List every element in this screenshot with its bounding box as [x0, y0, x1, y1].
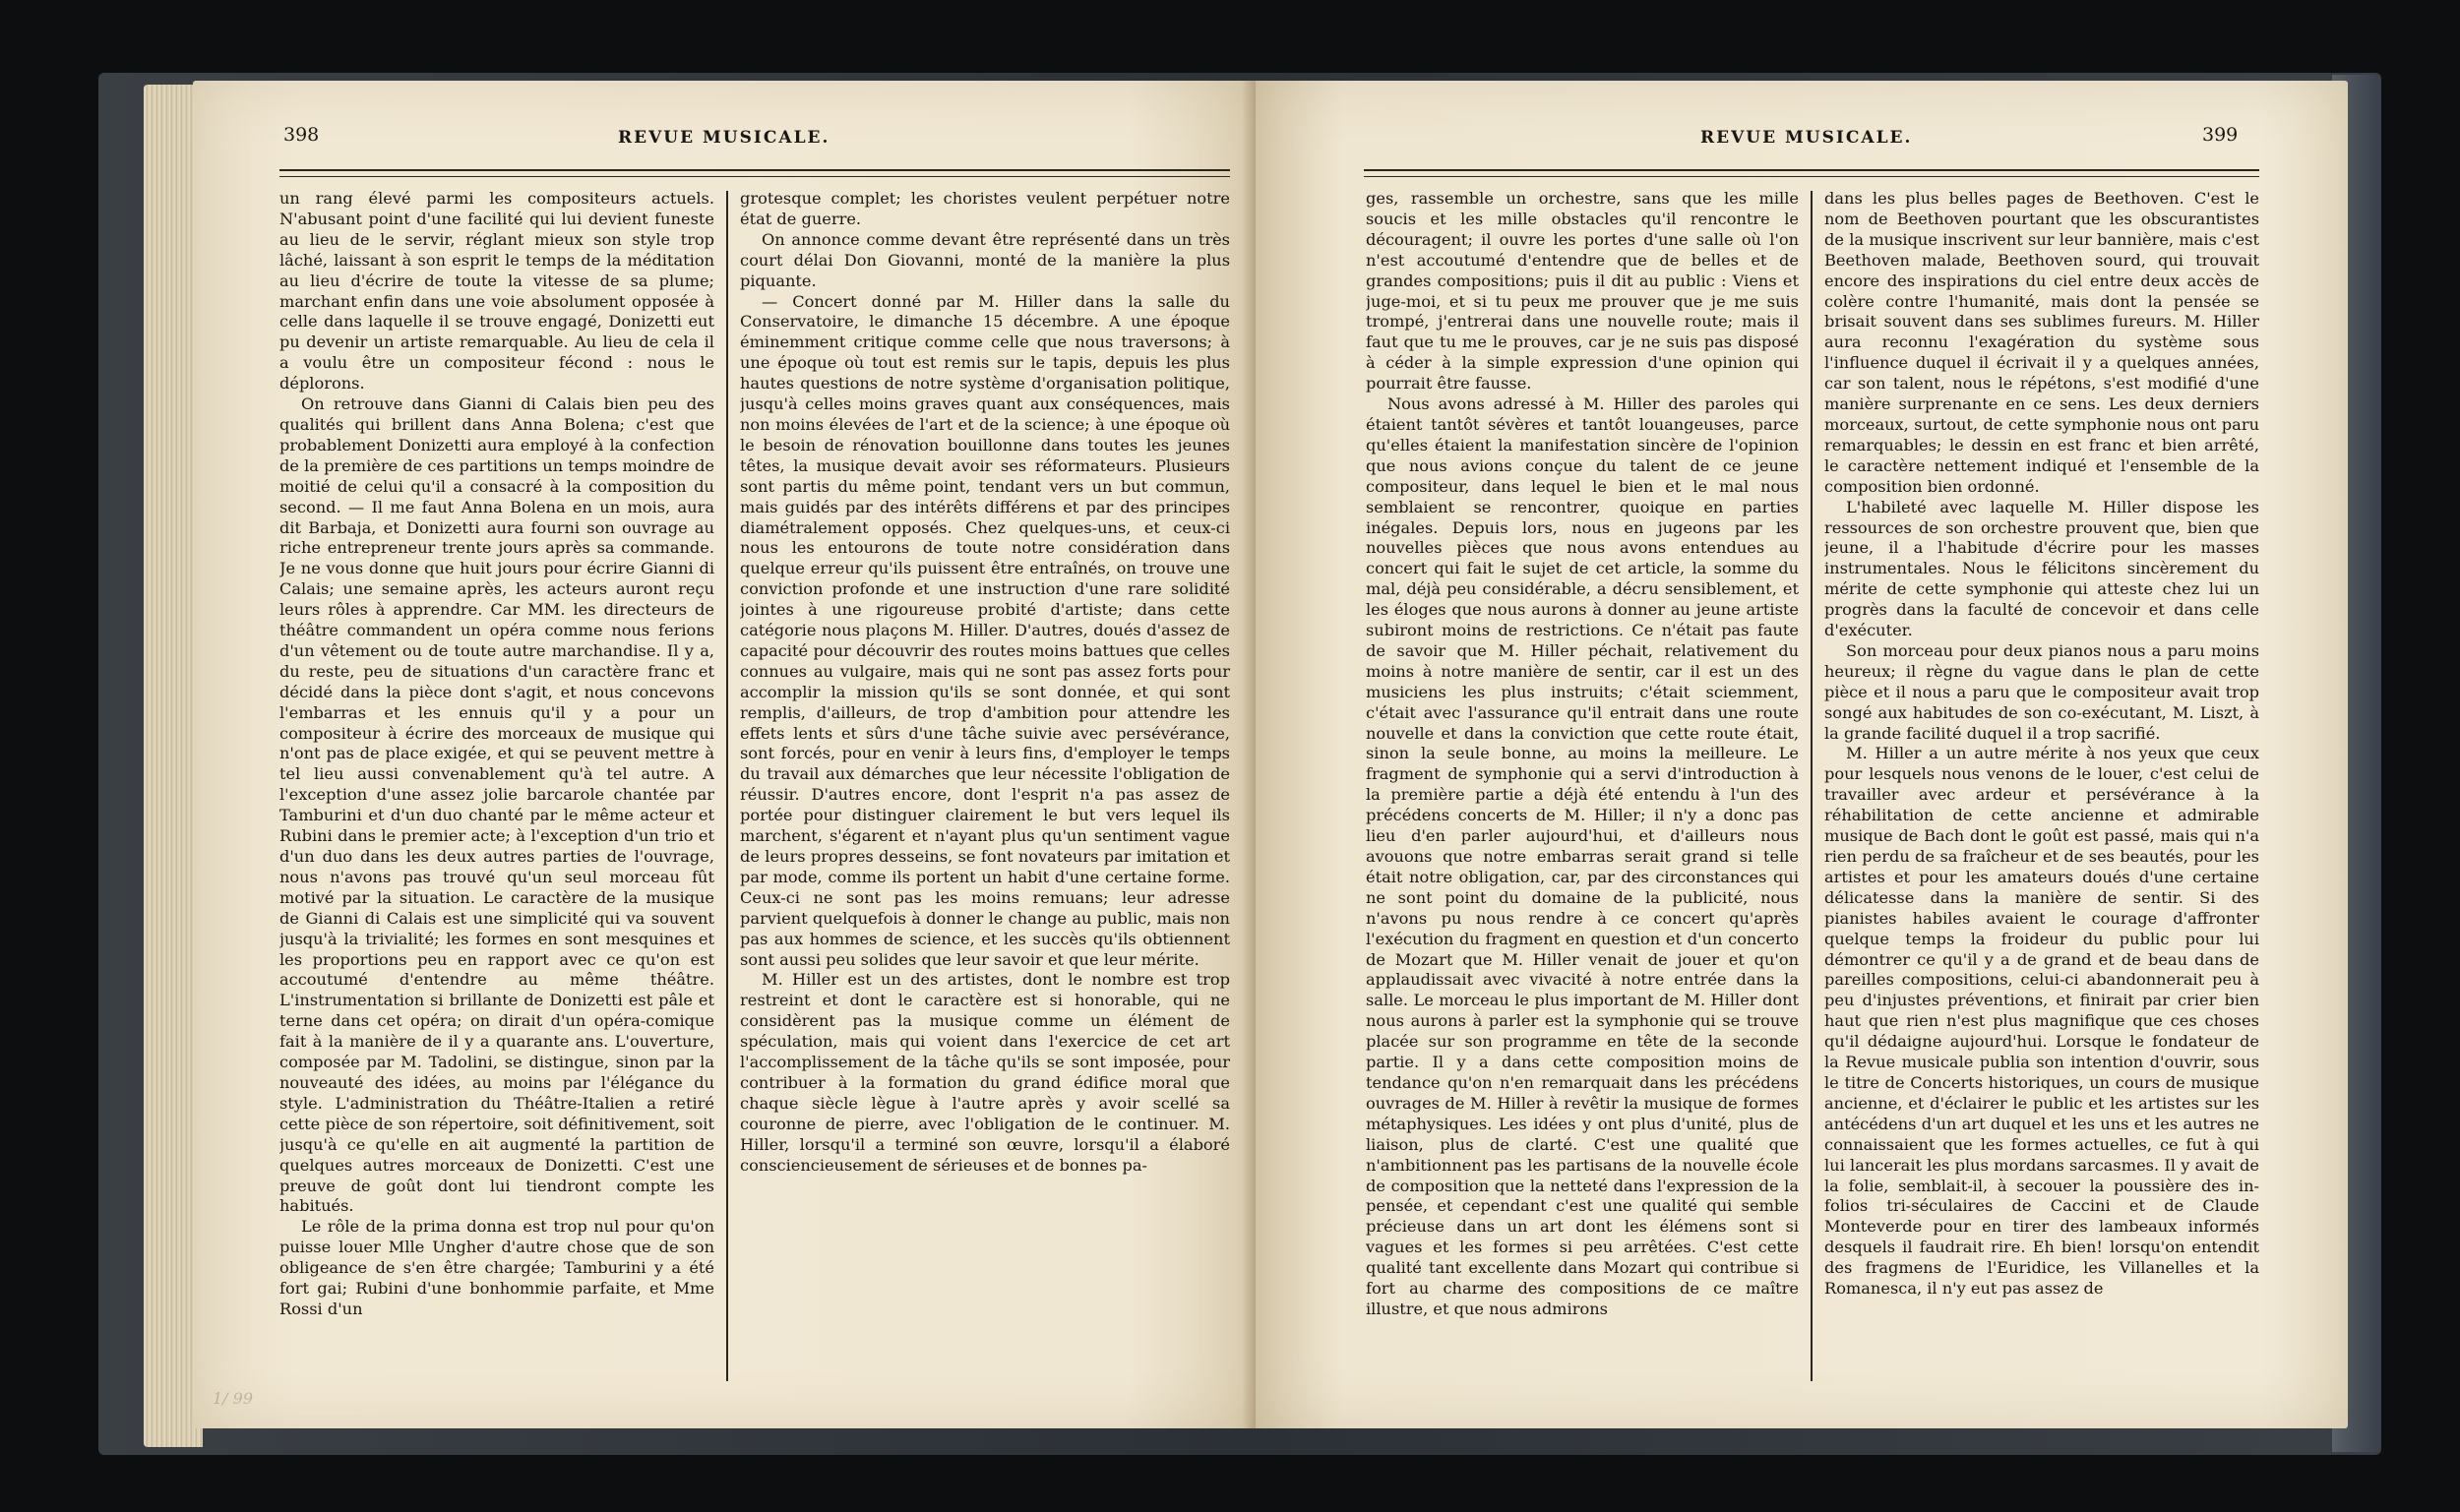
column-separator — [1811, 191, 1813, 1381]
paragraph: M. Hiller est un des artistes, dont le nombre est trop restreint et dont le caractère est si honorable, qui ne considèrent pas la musique comme un élément de spéculation, mais qui voient dans l'exercice de cet art l'accomplissement de la tâche qu'ils se sont imposée, pour contribuer à la formation du grand édifice moral que chaque siècle lègue à l'autre après y avoir scellé sa couronne de pierre, avec l'obligation de le continuer. M. Hiller, lorsqu'il a terminé son œuvre, lorsqu'il a élaboré consciencieusement de sérieuses et de bonnes pa- — [740, 970, 1230, 1175]
paragraph: dans les plus belles pages de Beethoven. C'est le nom de Beethoven pourtant que les obscurantistes de la musique inscrivent sur leur bannière, mais c'est Beethoven malade, Beethoven sourd, qui trouvait encore des inspirations du ciel entre deux accès de colère contre l'humanité, mais dont la pensée se brisait souvent dans ses sublimes fureurs. M. Hiller aura reconnu l'exagération du système sous l'influence duquel il écrivait il y a quelques années, car son talent, nous le répétons, s'est modifié d'une manière surprenante en ce sens. Les deux derniers morceaux, surtout, de cette symphonie nous ont paru remarquables; le dessin en est franc et bien arrêté, le caractère nettement indiqué et l'ensemble de la composition bien ordonné. — [1824, 189, 2259, 496]
paragraph: ges, rassemble un orchestre, sans que les mille soucis et les mille obstacles qu'il rencontre le découragent; il ouvre les portes d'une salle où l'on n'est accoutumé d'entendre que de belles et de grandes compositions; puis il dit au public : Viens et juge-moi, et si tu peux me prouver que je me suis trompé, j'entrerai dans une nouvelle route; mais il faut que tu me le prouves, car je ne suis pas disposé à céder à la simple expression d'une opinion qui pourrait être fausse. — [1366, 189, 1799, 393]
left-page-column-2 — [740, 189, 1230, 1399]
header-rule — [1364, 169, 2259, 177]
left-page — [193, 81, 1256, 1428]
page-number: 399 — [2202, 124, 2239, 146]
header-rule — [279, 169, 1230, 177]
paragraph: On retrouve dans Gianni di Calais bien peu des qualités qui brillent dans Anna Bolena; c'est que probablement Donizetti aura employé à la confection de la première de ces partitions un temps moindre de moitié de celui qu'il a consacré à la composition du second. — Il me faut Anna Bolena en un mois, aura dit Barbaja, et Donizetti aura fourni son ouvrage au riche entrepreneur trente jours après sa commande. Je ne vous donne que huit jours pour écrire Gianni di Calais; une semaine après, les acteurs auront reçu leurs rôles à apprendre. Car MM. les directeurs de théâtre commandent un opéra comme nous ferions d'un vêtement ou de toute autre marchandise. Il y a, du reste, peu de situations d'un caractère franc et décidé dans la pièce dont s'agit, et nous concevons l'embarras et les ennuis qu'il y a pour un compositeur à écrire des morceaux de musique qui n'ont pas de place exigée, et qui se peuvent mettre à tel lieu aussi convenablement qu'à tel autre. A l'exception d'une assez jolie barcarole chantée par Tamburini et d'un duo chanté par le même acteur et Rubini dans le premier acte; à l'exception d'un trio et d'un duo dans les deux autres parties de l'ouvrage, nous n'avons pas trouvé qu'un seul morceau fût motivé par la situation. Le caractère de la musique de Gianni di Calais est une simplicité qui va souvent jusqu'à la trivialité; les formes en sont mesquines et les proportions peu en rapport avec ce qu'on est accoutumé d'entendre au même théâtre. L'instrumentation si brillante de Donizetti est pâle et terne dans cet opéra; on dirait d'un opéra-comique fait à la manière de il y a quarante ans. L'ouverture, composée par M. Tadolini, se distingue, sinon par la nouveauté des idées, au moins par l'élégance du style. L'administration du Théâtre-Italien a retiré cette pièce de son répertoire, soit définitivement, soit jusqu'à ce qu'elle en ait augmenté la partition de quelques autres morceaux de Donizetti. C'est une preuve de goût dont lui tiendront compte les habitués. — [279, 394, 714, 1216]
right-page — [1256, 81, 2348, 1428]
paragraph: grotesque complet; les choristes veulent perpétuer notre état de guerre. — [740, 189, 1230, 228]
left-page-column-1 — [279, 189, 714, 1399]
paragraph: L'habileté avec laquelle M. Hiller dispose les ressources de son orchestre prouvent que, bien que jeune, il a l'habitude d'écrire pour les masses instrumentales. Nous le félicitons sincèrement du mérite de cette symphonie qui atteste chez lui un progrès dans la faculté de concevoir et dans celle d'exécuter. — [1824, 497, 2259, 640]
paragraph: — Concert donné par M. Hiller dans la salle du Conservatoire, le dimanche 15 décembre. A une époque éminemment critique comme celle que nous traversons; à une époque où tout est remis sur le tapis, depuis les plus hautes questions de notre système d'organisation politique, jusqu'à celles moins graves quant aux conséquences, mais non moins élevées de l'art et de la science; à une époque où le besoin de rénovation bouillonne dans toutes les jeunes têtes, la musique devait avoir ses réformateurs. Plusieurs sont partis du même point, tendant vers un but commun, mais guidés par des intérêts différens et par des principes diamétralement opposés. Chez quelques-uns, et ceux-ci nous les entourons de toute notre considération dans quelque erreur qu'ils puissent être entraînés, on trouve une conviction profonde et une instruction d'une rare solidité jointes à une rigoureuse probité d'artiste; dans cette catégorie nous plaçons M. Hiller. D'autres, doués d'assez de capacité pour découvrir des routes moins battues que celles connues au vulgaire, mais qui ne sont pas assez forts pour accomplir la mission qu'ils se sont donnée, et qui sont remplis, d'ailleurs, de trop d'ambition pour attendre les effets lents et sûrs d'une tâche suivie avec persévérance, sont forcés, pour en venir à leurs fins, d'employer le temps du travail aux démarches que leur nécessite l'obligation de réussir. D'autres encore, dont l'esprit n'a pas assez de portée pour distinguer clairement le but vers lequel ils marchent, s'égarent et n'ayant plus qu'un sentiment vague de leurs propres desseins, se font novateurs par imitation et par mode, comme ils portent un habit d'une certaine forme. Ceux-ci ne sont pas les moins remuans; leur adresse parvient quelquefois à donner le change au public, mais non pas aux hommes de science, et les succès qu'ils obtiennent sont aussi peu solides que leur savoir et que leur mérite. — [740, 291, 1230, 969]
paragraph: Son morceau pour deux pianos nous a paru moins heureux; il règne du vague dans le plan de cette pièce et il nous a paru que le compositeur avait trop songé aux habitudes de son co-exécutant, M. Liszt, à la grande facilité duquel il a trop sacrifié. — [1824, 640, 2259, 743]
paragraph: un rang élevé parmi les compositeurs actuels. N'abusant point d'une facilité qui lui devient funeste au lieu de le servir, réglant mieux son style trop lâché, laissant à son esprit le temps de la méditation au lieu d'écrire de toute la vitesse de sa plume; marchant enfin dans une voie absolument opposée à celle dans laquelle il se trouve engagé, Donizetti eut pu devenir un artiste remarquable. Au lieu de cela il a voulu être un compositeur fécond : nous le déplorons. — [279, 189, 714, 393]
pencil-annotation: 1/ 99 — [213, 1389, 254, 1408]
column-separator — [726, 191, 728, 1381]
paragraph: Le rôle de la prima donna est trop nul pour qu'on puisse louer Mlle Ungher d'autre chose que de son obligeance de s'en être chargée; Tamburini y a été fort gai; Rubini d'une bonhommie parfaite, et Mme Rossi d'un — [279, 1217, 714, 1318]
paragraph: Nous avons adressé à M. Hiller des paroles qui étaient tantôt sévères et tantôt louangeuses, parce qu'elles étaient la manifestation sincère de l'opinion que nous avions conçue du talent de ce jeune compositeur, dans lequel le bien et le mal nous semblaient se rencontrer, quoique en parties inégales. Depuis lors, nous en jugeons par les nouvelles pièces que nous avons entendues au concert qui fait le sujet de cet article, la somme du mal, déjà peu considérable, a décru sensiblement, et les éloges que nous aurons à donner au jeune artiste subiront moins de restrictions. Ce n'était pas faute de savoir que M. Hiller péchait, relativement du moins à notre manière de sentir, car il est un des musiciens les plus instruits; c'était sciemment, c'était avec l'assurance qu'il entrait dans une route nouvelle et dans la conviction que cette route était, sinon la seule bonne, au moins la meilleure. Le fragment de symphonie qui a servi d'introduction à la première partie a déjà été entendu à l'un des précédens concerts de M. Hiller; il n'y a donc pas lieu d'en parler aujourd'hui, et d'ailleurs nous avouons que notre embarras serait grand si telle était notre obligation, car, par des circonstances qui ne sont point du domaine de la publicité, nous n'avons pu nous rendre à ce concert qu'après l'exécution du fragment en question et d'un concerto de Mozart que M. Hiller venait de jouer et qu'on applaudissait avec vivacité à notre entrée dans la salle. Le morceau le plus important de M. Hiller dont nous aurons à parler est la symphonie qui se trouve placée sur son programme en tête de la seconde partie. Il y a dans cette composition moins de tendance qu'on n'en remarquait dans les précédens ouvrages de M. Hiller à revêtir la musique de formes métaphysiques. Les idées y ont plus d'unité, plus de liaison, plus de clarté. C'est une qualité que n'ambitionnent pas les partisans de la nouvelle école de composition que la netteté dans l'expression de la pensée, et cependant c'est une qualité qui semble précieuse dans un art dont les élémens sont si vagues et les formes si peu arrêtées. C'est cette qualité tant excellente dans Mozart qui contribue si fort au charme des compositions de ce maître illustre, et que nous admirons — [1366, 394, 1799, 1318]
right-page-column-1 — [1366, 189, 1799, 1399]
page-number: 398 — [283, 124, 320, 146]
paragraph: M. Hiller a un autre mérite à nos yeux que ceux pour lesquels nous venons de le louer, c'est celui de travailler avec ardeur et persévérance à la réhabilitation de cette ancienne et admirable musique de Bach dont le goût est passé, mais qui n'a rien perdu de sa fraîcheur et de ses beautés, pour les artistes et pour les amateurs doués d'une certaine délicatesse dans la manière de sentir. Si des pianistes habiles avaient le courage d'affronter quelque temps la froideur du public pour lui démontrer ce qu'il y a de grand et de beau dans de pareilles compositions, celui-ci abandonnerait peu à peu d'injustes préventions, et finirait par crier bien haut que rien n'est plus magnifique que ces choses qu'il dédaigne aujourd'hui. Lorsque le fondateur de la Revue musicale publia son intention d'ouvrir, sous le titre de Concerts historiques, un cours de musique ancienne, et d'éclairer le public et les artistes sur les antécédens d'un art duquel et les uns et les autres ne connaissaient que les formes actuelles, ce fut à qui lui lancerait les plus mordans sarcasmes. Il y avait de la folie, semblait-il, à secouer la poussière des in-folios tri-séculaires de Caccini et de Claude Monteverde pour en tirer des lambeaux informés desquels il faudrait rire. Eh bien! lorsqu'on entendit des fragmens de l'Euridice, les Villanelles et la Romanesca, il n'y eut pas assez de — [1824, 744, 2259, 1299]
right-page-column-2 — [1824, 189, 2259, 1399]
running-head: REVUE MUSICALE. — [1700, 128, 1913, 148]
paragraph: On annonce comme devant être représenté dans un très court délai Don Giovanni, monté de la manière la plus piquante. — [740, 229, 1230, 290]
running-head: REVUE MUSICALE. — [618, 128, 830, 148]
